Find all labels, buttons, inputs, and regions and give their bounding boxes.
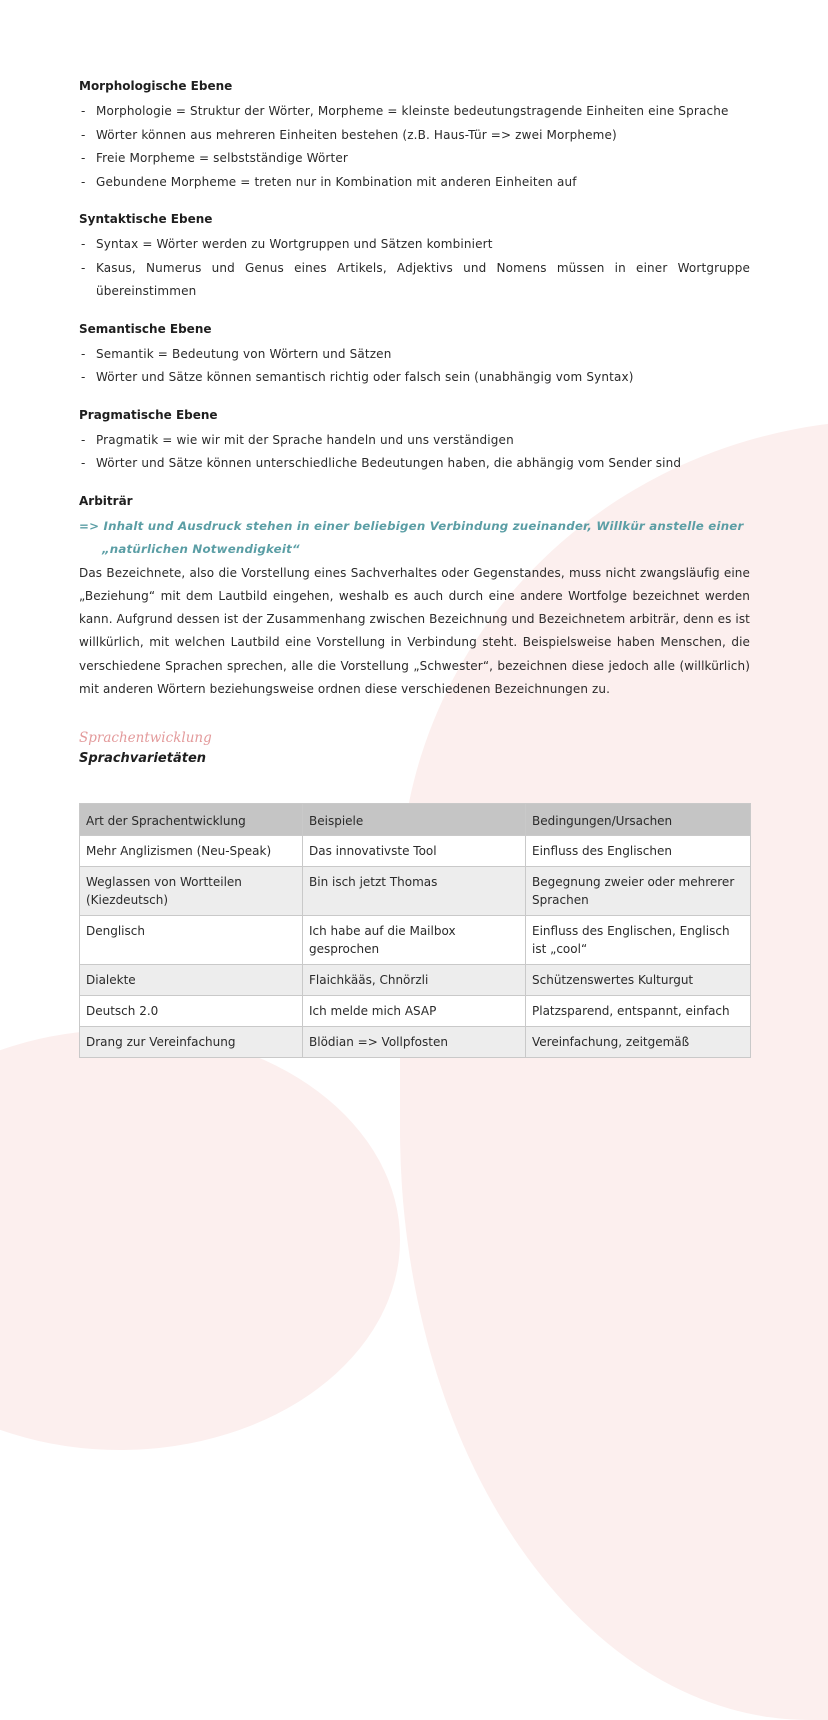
list-item: - Wörter können aus mehreren Einheiten bestehen (z.B. Haus-Tür => zwei Morpheme) xyxy=(79,124,750,148)
table-cell: Ich melde mich ASAP xyxy=(303,996,526,1027)
table-cell: Ich habe auf die Mailbox gesprochen xyxy=(303,916,526,965)
list-item: - Pragmatik = wie wir mit der Sprache handeln und uns verständigen xyxy=(79,429,750,453)
table-cell: Bin isch jetzt Thomas xyxy=(303,867,526,916)
background-shape xyxy=(0,1030,400,1450)
table-cell: Einfluss des Englischen, Englisch ist „cool“ xyxy=(526,916,751,965)
table-cell: Weglassen von Wortteilen (Kiezdeutsch) xyxy=(80,867,303,916)
section-semantik xyxy=(79,321,750,390)
definition-highlight: => Inhalt und Ausdruck stehen in einer beliebigen Verbindung zueinander, Willkür anstelle einer „natürlichen Notwendigkeit“ xyxy=(79,518,744,556)
bullet-list xyxy=(79,429,750,476)
table-cell: Platzsparend, entspannt, einfach xyxy=(526,996,751,1027)
bullet-list xyxy=(79,343,750,390)
document-page xyxy=(79,78,750,1058)
section-title: Pragmatische Ebene xyxy=(79,407,218,422)
section-title: Morphologische Ebene xyxy=(79,79,233,93)
column-header: Beispiele xyxy=(303,804,526,836)
section-title: Syntaktische Ebene xyxy=(79,212,213,226)
table-row xyxy=(80,996,751,1027)
column-header: Art der Sprachentwicklung xyxy=(80,804,303,836)
bullet-list xyxy=(79,233,750,304)
subchapter-heading: Sprachvarietäten xyxy=(79,751,207,767)
column-header: Bedingungen/Ursachen xyxy=(526,804,751,836)
table-cell: Dialekte xyxy=(80,965,303,996)
varieties-table xyxy=(79,803,751,1058)
table-row xyxy=(80,916,751,965)
table-cell: Schützenswertes Kulturgut xyxy=(526,965,751,996)
body-paragraph: Das Bezeichnete, also die Vorstellung eines Sachverhaltes oder Gegenstandes, muss nicht zwangsläufig eine „Beziehung“ mit dem Lautbild eingehen, weshalb es auch durch eine andere Wortfolge bezeichnet werden kann. Aufgrund dessen ist der Zusammenhang zwischen Bezeichnung und Bezeichnetem arbiträr, denn es ist willkürlich, mit welchen Lautbild eine Vorstellung in Verbindung steht. Beispielsweise haben Menschen, die verschiedene Sprachen sprechen, alle die Vorstellung „Schwester“, bezeichnen diese jedoch alle (willkürlich) mit anderen Wörtern beziehungsweise ordnen diese verschiedenen Bezeichnungen zu. xyxy=(79,565,750,696)
section-pragmatik xyxy=(79,407,750,476)
table-row xyxy=(80,836,751,867)
table-row xyxy=(80,867,751,916)
list-item: - Gebundene Morpheme = treten nur in Kombination mit anderen Einheiten auf xyxy=(79,171,750,195)
table-cell: Denglisch xyxy=(80,916,303,965)
table-cell: Deutsch 2.0 xyxy=(80,996,303,1027)
list-item: - Wörter und Sätze können semantisch richtig oder falsch sein (unabhängig vom Syntax) xyxy=(79,366,750,390)
table-cell: Begegnung zweier oder mehrerer Sprachen xyxy=(526,867,751,916)
table-cell: Blödian => Vollpfosten xyxy=(303,1027,526,1058)
table-cell: Flaichkääs, Chnörzli xyxy=(303,965,526,996)
list-item: - Wörter und Sätze können unterschiedliche Bedeutungen haben, die abhängig vom Sender sind xyxy=(79,452,750,476)
section-syntax xyxy=(79,211,750,304)
table-cell: Mehr Anglizismen (Neu-Speak) xyxy=(80,836,303,867)
table-cell: Das innovativste Tool xyxy=(303,836,526,867)
table-row xyxy=(80,965,751,996)
table-header-row xyxy=(80,804,751,836)
chapter-heading: Sprachentwicklung xyxy=(79,730,212,747)
section-title: Arbiträr xyxy=(79,493,133,508)
list-item: - Freie Morpheme = selbstständige Wörter xyxy=(79,147,750,171)
bullet-list xyxy=(79,100,750,194)
section-morphologie xyxy=(79,78,750,194)
list-item: - Kasus, Numerus und Genus eines Artikels, Adjektivs und Nomens müssen in einer Wortgruppe übereinstimmen xyxy=(79,257,750,304)
table-row xyxy=(80,1027,751,1058)
section-title: Semantische Ebene xyxy=(79,321,212,336)
table-cell: Einfluss des Englischen xyxy=(526,836,751,867)
list-item: - Morphologie = Struktur der Wörter, Morpheme = kleinste bedeutungstragende Einheiten eine Sprache xyxy=(79,100,750,124)
section-arbitraer xyxy=(79,493,750,702)
table-cell: Vereinfachung, zeitgemäß xyxy=(526,1027,751,1058)
table-cell: Drang zur Vereinfachung xyxy=(80,1027,303,1058)
list-item: - Syntax = Wörter werden zu Wortgruppen und Sätzen kombiniert xyxy=(79,233,750,257)
list-item: - Semantik = Bedeutung von Wörtern und Sätzen xyxy=(79,343,750,367)
